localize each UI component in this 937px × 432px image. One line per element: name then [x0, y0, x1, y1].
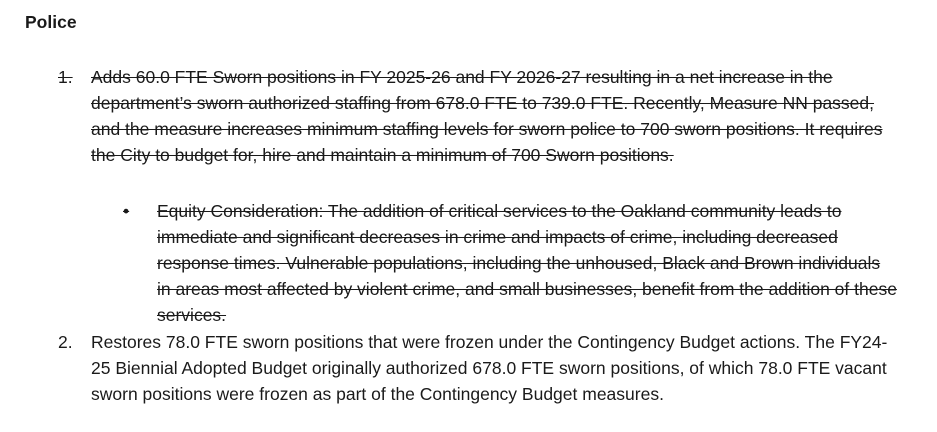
- list-item-text: Restores 78.0 FTE sworn positions that were frozen under the Contingency Budget actions. The FY24-25 Biennial Adopted Budget originally authorized 678.0 FTE sworn positions, of which 78.0 FTE vacant sworn positions were frozen as part of the Contingency Budget measures.: [91, 332, 888, 404]
- list-item-number: 1.: [58, 67, 73, 87]
- list-item-2: [58, 329, 918, 407]
- sub-bullet-text-struck: Equity Consideration: The addition of critical services to the Oakland community leads to immediate and significant decreases in crime and impacts of crime, including decreased response times. Vulnerable populations, including the unhoused, Black and Brown individuals in areas most affected by violent crime, and small businesses, benefit from the addition of these services.: [157, 201, 897, 325]
- sub-bullet-equity-consideration: [123, 198, 903, 328]
- list-item-1: [58, 64, 918, 168]
- list-item-text-struck: Adds 60.0 FTE Sworn positions in FY 2025-26 and FY 2026-27 resulting in a net increase in the department’s sworn authorized staffing from 678.0 FTE to 739.0 FTE. Recently, Measure NN passed, and the measure increases minimum staffing levels for sworn police to 700 sworn positions. It requires the City to budget for, hire and maintain a minimum of 700 Sworn positions.: [91, 67, 883, 165]
- section-heading: Police: [25, 12, 77, 32]
- bullet-icon: •: [123, 201, 130, 221]
- list-item-number: 2.: [58, 332, 73, 352]
